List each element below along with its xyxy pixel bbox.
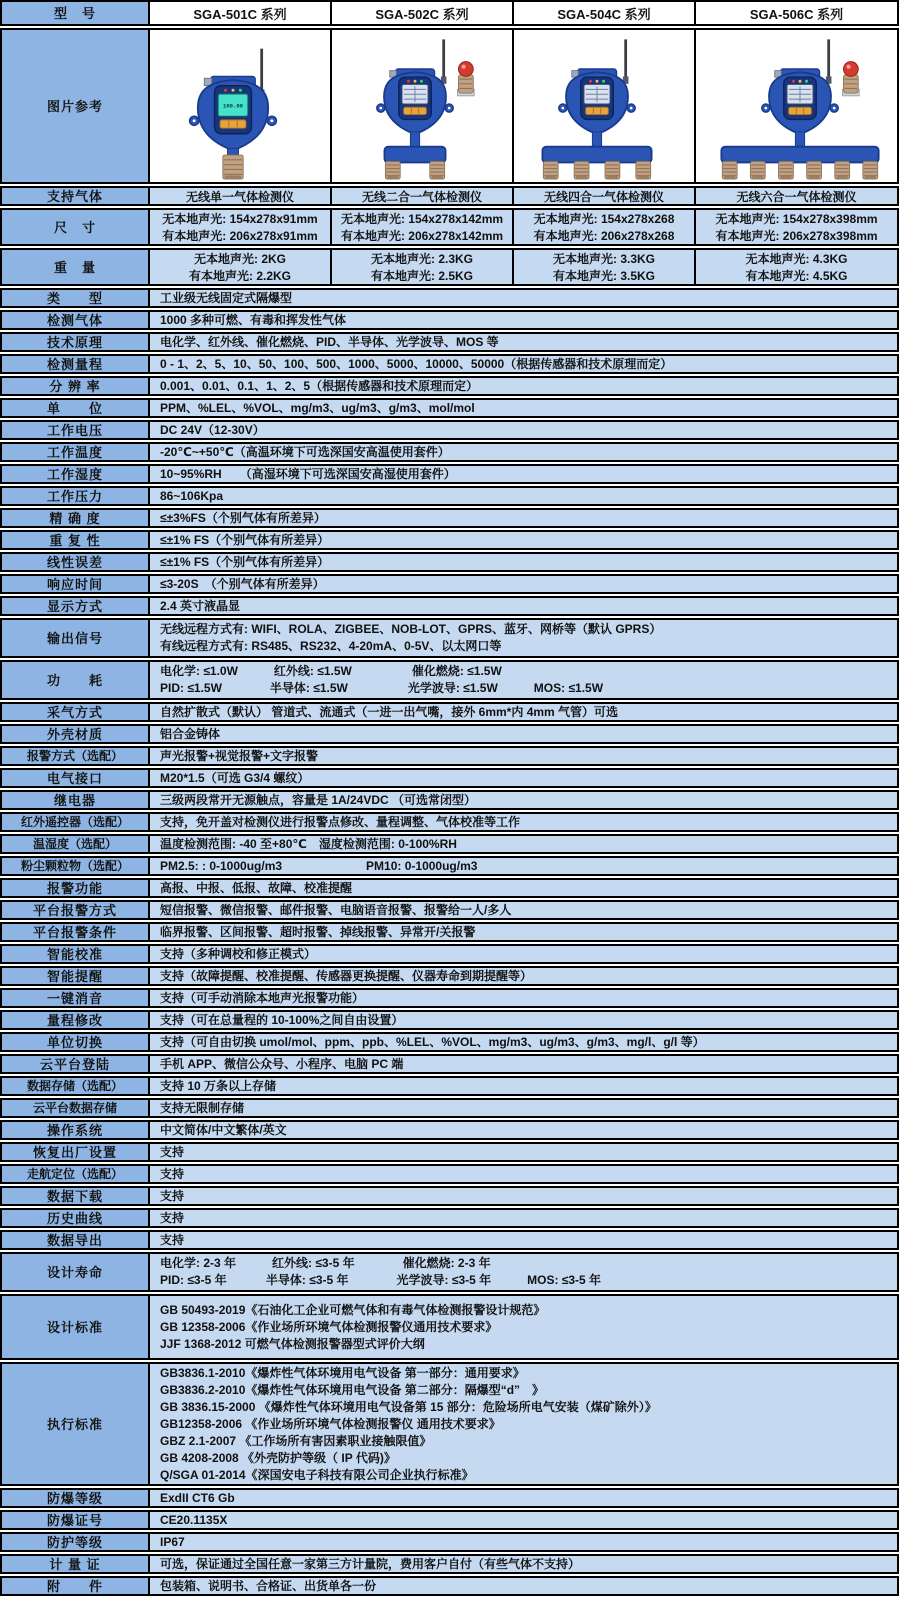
grid-cell-line: 无本地声光: 154x278x142mm (340, 212, 504, 226)
spec-value-line: GB 12358-2006《作业场所环境气体检测报警仪通用技术要求》 (160, 1319, 498, 1334)
lcd-screen (787, 84, 813, 104)
spec-value (148, 724, 899, 744)
spec-value-line: 包装箱、说明书、合格证、出货单各一份 (160, 1578, 377, 1593)
sensor-probe (605, 162, 620, 180)
grid-cell-line: 无线单一气体检测仪 (185, 190, 294, 204)
spec-row (0, 1488, 899, 1508)
sensor-probe (835, 162, 850, 180)
row-label: 红外遥控器（选配） (0, 812, 150, 832)
grid-cell-line: 无本地声光: 154x278x91mm (162, 212, 318, 226)
alarm-beacon-icon (458, 62, 475, 96)
spec-row (0, 966, 899, 986)
spec-row (0, 922, 899, 942)
spec-row (0, 1032, 899, 1052)
spec-value (148, 878, 899, 898)
row-label: 数据存储（选配） (0, 1076, 150, 1096)
spec-value (148, 768, 899, 788)
spec-row (0, 442, 899, 462)
row-label: 平台报警方式 (0, 900, 150, 920)
row-label: 云平台登陆 (0, 1054, 150, 1074)
grid-cell (148, 186, 332, 206)
spec-value (148, 354, 899, 374)
spec-value-line: 支持（可在总量程的 10-100%之间自由设置） (160, 1012, 404, 1027)
row-label: 执行标准 (0, 1362, 150, 1486)
row-label: 技术原理 (0, 332, 150, 352)
sensor-probe (722, 162, 737, 180)
spec-value (148, 1488, 899, 1508)
antenna-icon (441, 39, 447, 83)
header-row (0, 0, 899, 26)
spec-value (148, 702, 899, 722)
spec-row (0, 464, 899, 484)
row-label: 工作压力 (0, 486, 150, 506)
spec-row (0, 596, 899, 616)
row-label: 支持气体 (0, 186, 150, 206)
spec-value (148, 1142, 899, 1162)
spec-row (0, 1076, 899, 1096)
spec-value (148, 420, 899, 440)
grid-cell-line: 无本地声光: 154x278x268 (533, 212, 675, 226)
spec-value (148, 464, 899, 484)
header-model-label: 型 号 (0, 0, 150, 26)
row-label: 云平台数据存储 (0, 1098, 150, 1118)
spec-value-line: 中文简体/中文繁体/英文 (160, 1122, 287, 1137)
spec-value-line: PID: ≤1.5W 半导体: ≤1.5W 光学波导: ≤1.5W MOS: ≤1.5W (160, 681, 604, 695)
spec-value (148, 486, 899, 506)
product-image (512, 28, 696, 184)
spec-value-line: 1000 多种可燃、有毒和挥发性气体 (160, 312, 347, 327)
spec-row (0, 1164, 899, 1184)
lcd-screen (402, 84, 428, 104)
row-label: 报警功能 (0, 878, 150, 898)
spec-value-line: GB3836.2-2010《爆炸性气体环境用电气设备 第二部分：隔爆型“d” 》 (160, 1382, 545, 1397)
spec-value (148, 660, 899, 700)
spec-value-line: GB3836.1-2010《爆炸性气体环境用电气设备 第一部分：通用要求》 (160, 1365, 525, 1380)
row-label: 温湿度（选配） (0, 834, 150, 854)
product-image-svg (512, 32, 692, 180)
spec-value (148, 900, 899, 920)
row-label: 外壳材质 (0, 724, 150, 744)
row-label: 电气接口 (0, 768, 150, 788)
spec-value-line: 86~106Kpa (160, 488, 224, 503)
spec-value (148, 508, 899, 528)
spec-value-line: IP67 (160, 1534, 185, 1549)
row-label: 尺 寸 (0, 208, 150, 246)
grid-cell (512, 208, 696, 246)
spec-value (148, 332, 899, 352)
spec-row (0, 746, 899, 766)
header-model-2: SGA-502C 系列 (330, 0, 514, 26)
spec-row (0, 508, 899, 528)
spec-row (0, 310, 899, 330)
spec-value (148, 1230, 899, 1250)
spec-value (148, 310, 899, 330)
product-image-svg (330, 32, 510, 180)
spec-row (0, 574, 899, 594)
sensor-probe (636, 162, 651, 180)
spec-value-line: PM2.5: : 0-1000ug/m3 PM10: 0-1000ug/m3 (160, 858, 478, 873)
spec-row (0, 900, 899, 920)
spec-row (0, 618, 899, 658)
spec-value-line: 工业级无线固定式隔爆型 (160, 290, 293, 305)
row-label: 采气方式 (0, 702, 150, 722)
sensor-probe (779, 162, 794, 180)
spec-value (148, 574, 899, 594)
spec-row (0, 856, 899, 876)
grid-cell (512, 186, 696, 206)
spec-value (148, 1532, 899, 1552)
detector-body (190, 76, 277, 150)
spec-value-line: 临界报警、区间报警、超时报警、掉线报警、异常开/关报警 (160, 924, 476, 939)
row-label: 防爆等级 (0, 1488, 150, 1508)
spec-value (148, 1510, 899, 1530)
grid-row (0, 208, 899, 246)
row-label: 智能校准 (0, 944, 150, 964)
row-label: 精 确 度 (0, 508, 150, 528)
spec-value-line: 自然扩散式（默认） 管道式、流通式（一进一出气嘴，接外 6mm*内 4mm 气管）可选 (160, 704, 619, 719)
row-label: 设计寿命 (0, 1252, 150, 1292)
spec-row (0, 398, 899, 418)
spec-value-line: 支持（可自由切换 umol/mol、ppm、ppb、%LEL、%VOL、mg/m3、ug/m3、g/m3、mg/l、g/l 等） (160, 1034, 705, 1049)
spec-value (148, 596, 899, 616)
spec-row (0, 354, 899, 374)
lcd-screen (218, 94, 248, 116)
spec-row (0, 1230, 899, 1250)
row-label: 检测气体 (0, 310, 150, 330)
spec-value-line: -20℃~+50℃（高温环境下可选深国安高温使用套件） (160, 444, 450, 459)
spec-value-line: PPM、%LEL、%VOL、mg/m3、ug/m3、g/m3、mol/mol (160, 400, 475, 415)
row-label: 单位切换 (0, 1032, 150, 1052)
sensor-probe (750, 162, 765, 180)
grid-cell-line: 有本地声光: 206x278x398mm (715, 229, 878, 243)
header-model-3: SGA-504C 系列 (512, 0, 696, 26)
spec-row (0, 420, 899, 440)
spec-value-line: 支持 (160, 1232, 185, 1247)
grid-cell-line: 有本地声光: 2.5KG (370, 269, 473, 283)
grid-cell (148, 248, 332, 286)
spec-value-line: Q/SGA 01-2014《深国安电子科技有限公司企业执行标准》 (160, 1467, 474, 1482)
spec-value-line: 支持，免开盖对检测仪进行报警点修改、量程调整、气体校准等工作 (160, 814, 521, 829)
spec-row (0, 1252, 899, 1292)
spec-value-line: 电化学: ≤1.0W 红外线: ≤1.5W 催化燃烧: ≤1.5W (160, 664, 502, 678)
row-label: 工作温度 (0, 442, 150, 462)
spec-value-line: 2.4 英寸液晶显 (160, 598, 241, 613)
spec-value-line: 可选，保证通过全国任意一家第三方计量院，费用客户自付（有些气体不支持） (160, 1556, 581, 1571)
row-label: 单 位 (0, 398, 150, 418)
grid-cell-line: 无本地声光: 2.3KG (370, 252, 473, 266)
row-label: 类 型 (0, 288, 150, 308)
spec-row (0, 944, 899, 964)
grid-cell (512, 248, 696, 286)
row-label: 智能提醒 (0, 966, 150, 986)
grid-row (0, 248, 899, 286)
sensor-probe (385, 162, 400, 180)
spec-value-line: 声光报警+视觉报警+文字报警 (160, 748, 319, 763)
spec-value (148, 966, 899, 986)
grid-cell-line: 无线四合一气体检测仪 (543, 190, 664, 204)
alarm-beacon-icon (843, 62, 860, 96)
spec-value (148, 1362, 899, 1486)
spec-value (148, 552, 899, 572)
spec-value-line: 支持 (160, 1210, 185, 1225)
product-image-svg (148, 32, 328, 180)
spec-value-line: ≤±1% FS（个别气体有所差异） (160, 554, 330, 569)
sensor-probe (807, 162, 822, 180)
sensor-probe (574, 162, 589, 180)
row-label: 重 复 性 (0, 530, 150, 550)
spec-value-line: 支持 (160, 1188, 185, 1203)
row-label: 历史曲线 (0, 1208, 150, 1228)
spec-value-line: 支持（多种调校和修正模式） (160, 946, 317, 961)
grid-cell-line: 有本地声光: 4.5KG (745, 269, 848, 283)
spec-value (148, 790, 899, 810)
spec-row (0, 1054, 899, 1074)
spec-row (0, 834, 899, 854)
grid-cell-line: 无本地声光: 2KG (193, 252, 286, 266)
spec-value-line: GB 3836.15-2000 《爆炸性气体环境用电气设备第 15 部分：危险场所电气安装（煤矿除外）》 (160, 1399, 657, 1414)
row-label: 输出信号 (0, 618, 150, 658)
spec-row (0, 552, 899, 572)
row-label: 线性误差 (0, 552, 150, 572)
grid-cell (694, 186, 899, 206)
row-label: 平台报警条件 (0, 922, 150, 942)
spec-value (148, 1098, 899, 1118)
spec-value-line: 电化学: 2-3 年 红外线: ≤3-5 年 催化燃烧: 2-3 年 (160, 1256, 491, 1270)
spec-value-line: JJF 1368-2012 可燃气体检测报警器型式评价大纲 (160, 1336, 425, 1351)
spec-row (0, 790, 899, 810)
row-label: 报警方式（选配） (0, 746, 150, 766)
spec-row (0, 486, 899, 506)
grid-cell-line: 无本地声光: 154x278x398mm (715, 212, 878, 226)
sensor-probe (223, 155, 243, 179)
spec-value-line: DC 24V（12-30V） (160, 422, 265, 437)
spec-value (148, 442, 899, 462)
spec-value-line: 支持（故障提醒、校准提醒、传感器更换提醒、仪器寿命到期提醒等） (160, 968, 533, 983)
grid-cell (694, 208, 899, 246)
spec-row (0, 1362, 899, 1486)
grid-row (0, 186, 899, 206)
spec-value (148, 1032, 899, 1052)
spec-value-line: 支持 10 万条以上存储 (160, 1078, 277, 1093)
grid-cell (330, 208, 514, 246)
spec-value (148, 1554, 899, 1574)
row-label: 设计标准 (0, 1294, 150, 1360)
spec-value (148, 922, 899, 942)
spec-value-line: 0.001、0.01、0.1、1、2、5（根据传感器和技术原理而定） (160, 378, 479, 393)
spec-row (0, 1186, 899, 1206)
product-image-svg (705, 32, 895, 180)
row-label: 数据导出 (0, 1230, 150, 1250)
spec-row (0, 530, 899, 550)
product-image (694, 28, 899, 184)
spec-value (148, 834, 899, 854)
spec-value-line: GB 50493-2019《石油化工企业可燃气体和有毒气体检测报警设计规范》 (160, 1302, 546, 1317)
spec-row (0, 1576, 899, 1596)
row-label: 分 辨 率 (0, 376, 150, 396)
grid-cell-line: 无线六合一气体检测仪 (736, 190, 857, 204)
grid-cell-line: 有本地声光: 2.2KG (188, 269, 291, 283)
antenna-icon (623, 39, 629, 83)
row-label: 恢复出厂设置 (0, 1142, 150, 1162)
spec-row (0, 1532, 899, 1552)
sensor-probe (430, 162, 445, 180)
spec-row (0, 724, 899, 744)
row-label: 响应时间 (0, 574, 150, 594)
sensor-probe (543, 162, 558, 180)
spec-row (0, 988, 899, 1008)
row-label: 粉尘颗粒物（选配） (0, 856, 150, 876)
row-label: 工作湿度 (0, 464, 150, 484)
row-label: 工作电压 (0, 420, 150, 440)
grid-cell-line: 无本地声光: 4.3KG (745, 252, 848, 266)
spec-value-line: ExdII CT6 Gb (160, 1490, 235, 1505)
grid-cell-line: 无本地声光: 3.3KG (552, 252, 655, 266)
grid-cell-line: 有本地声光: 206x278x142mm (340, 229, 504, 243)
spec-value (148, 1576, 899, 1596)
lcd-screen (584, 84, 610, 104)
spec-value (148, 812, 899, 832)
grid-cell (330, 186, 514, 206)
spec-value (148, 376, 899, 396)
grid-cell-line: 有本地声光: 206x278x268 (533, 229, 675, 243)
spec-value-line: 支持无限制存储 (160, 1100, 245, 1115)
spec-value (148, 398, 899, 418)
grid-cell-line: 有本地声光: 206x278x91mm (162, 229, 318, 243)
spec-value (148, 1120, 899, 1140)
row-label-image: 图片参考 (0, 28, 150, 184)
row-label: 一键消音 (0, 988, 150, 1008)
spec-value-line: 支持 (160, 1144, 185, 1159)
spec-value (148, 944, 899, 964)
row-label: 防护等级 (0, 1532, 150, 1552)
row-label: 检测量程 (0, 354, 150, 374)
spec-row (0, 1120, 899, 1140)
grid-cell-line: 无线二合一气体检测仪 (361, 190, 482, 204)
product-image (330, 28, 514, 184)
spec-row (0, 1208, 899, 1228)
header-model-4: SGA-506C 系列 (694, 0, 899, 26)
spec-row (0, 288, 899, 308)
row-label: 数据下载 (0, 1186, 150, 1206)
row-label: 走航定位（选配） (0, 1164, 150, 1184)
spec-row (0, 702, 899, 722)
spec-value-line: M20*1.5（可选 G3/4 螺纹） (160, 770, 310, 785)
spec-value (148, 1010, 899, 1030)
spec-value (148, 1164, 899, 1184)
grid-cell-line: 有本地声光: 3.5KG (552, 269, 655, 283)
spec-row (0, 812, 899, 832)
spec-value-line: PID: ≤3-5 年 半导体: ≤3-5 年 光学波导: ≤3-5 年 MOS: ≤3-5 年 (160, 1273, 602, 1287)
spec-value-line: 三级两段常开无源触点，容量是 1A/24VDC （可选常闭型） (160, 792, 477, 807)
spec-row (0, 1510, 899, 1530)
spec-value-line: 温度检测范围: -40 至+80℃ 湿度检测范围: 0-100%RH (160, 836, 457, 851)
header-model-1: SGA-501C 系列 (148, 0, 332, 26)
spec-value (148, 1294, 899, 1360)
spec-value (148, 1208, 899, 1228)
spec-row (0, 1294, 899, 1360)
spec-value-line: ≤±3%FS（个别气体有所差异） (160, 510, 326, 525)
spec-value (148, 746, 899, 766)
product-image (148, 28, 332, 184)
spec-value-line: ≤±1% FS（个别气体有所差异） (160, 532, 330, 547)
spec-row (0, 660, 899, 700)
spec-value-line: 支持 (160, 1166, 185, 1181)
spec-value-line: GB12358-2006 《作业场所环境气体检测报警仪 通用技术要求》 (160, 1416, 501, 1431)
row-label: 防爆证号 (0, 1510, 150, 1530)
spec-value (148, 856, 899, 876)
spec-row (0, 1554, 899, 1574)
spec-value-line: 支持（可手动消除本地声光报警功能） (160, 990, 365, 1005)
spec-value (148, 530, 899, 550)
row-label: 重 量 (0, 248, 150, 286)
spec-row (0, 768, 899, 788)
spec-value (148, 988, 899, 1008)
spec-value-line: 短信报警、微信报警、邮件报警、电脑语音报警、报警给一人/多人 (160, 902, 512, 917)
row-label: 继电器 (0, 790, 150, 810)
spec-row (0, 376, 899, 396)
spec-value-line: 手机 APP、微信公众号、小程序、电脑 PC 端 (160, 1056, 404, 1071)
spec-value-line: ≤3-20S （个别气体有所差异） (160, 576, 325, 591)
sensor-probe (863, 162, 878, 180)
row-label: 功 耗 (0, 660, 150, 700)
spec-value (148, 1054, 899, 1074)
row-label: 显示方式 (0, 596, 150, 616)
row-label: 量程修改 (0, 1010, 150, 1030)
spec-value (148, 1076, 899, 1096)
svg-text:100.00: 100.00 (223, 102, 243, 110)
spec-value-line: 铝合金铸体 (160, 726, 221, 741)
spec-row (0, 1098, 899, 1118)
spec-value-line: GBZ 2.1-2007 《工作场所有害因素职业接触限值》 (160, 1433, 432, 1448)
spec-row (0, 332, 899, 352)
grid-cell (148, 208, 332, 246)
spec-value-line: GB 4208-2008 《外壳防护等级（ IP 代码)》 (160, 1450, 396, 1465)
antenna-icon (826, 39, 832, 83)
spec-value-line: 电化学、红外线、催化燃烧、PID、半导体、光学波导、MOS 等 (160, 334, 499, 349)
image-row (0, 28, 899, 184)
spec-value-line: 高报、中报、低报、故障、校准提醒 (160, 880, 353, 895)
spec-value (148, 1252, 899, 1292)
spec-value (148, 1186, 899, 1206)
grid-cell (694, 248, 899, 286)
spec-value-line: 10~95%RH （高湿环境下可选深国安高湿使用套件） (160, 466, 456, 481)
grid-cell (330, 248, 514, 286)
spec-row (0, 1010, 899, 1030)
spec-row (0, 1142, 899, 1162)
row-label: 附 件 (0, 1576, 150, 1596)
row-label: 操作系统 (0, 1120, 150, 1140)
spec-value (148, 288, 899, 308)
spec-value-line: CE20.1135X (160, 1512, 228, 1527)
spec-value-line: 0 - 1、2、5、10、50、100、500、1000、5000、10000、50000（根据传感器和技术原理而定） (160, 356, 673, 371)
spec-value (148, 618, 899, 658)
spec-value-line: 有线远程方式有: RS485、RS232、4-20mA、0-5V、以太网口等 (160, 639, 502, 653)
row-label: 计 量 证 (0, 1554, 150, 1574)
spec-value-line: 无线远程方式有: WIFI、ROLA、ZIGBEE、NOB-LOT、GPRS、蓝牙、网桥等（默认 GPRS） (160, 622, 662, 636)
spec-row (0, 878, 899, 898)
